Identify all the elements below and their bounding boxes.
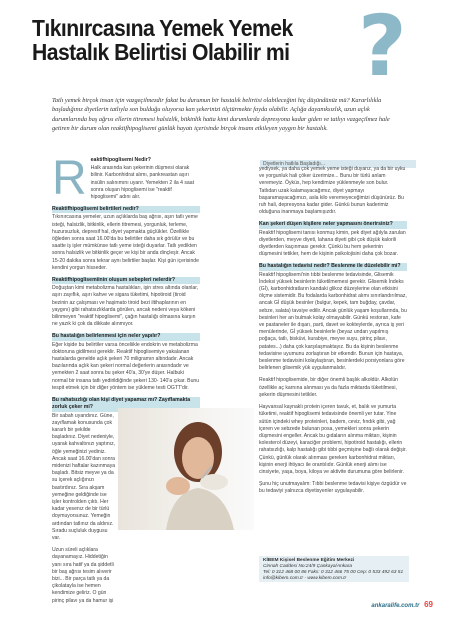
right-column — [259, 166, 407, 501]
contact-box — [259, 556, 409, 582]
question-mark-graphic: ? — [358, 0, 407, 95]
section-heading: Bu rahatsızlığı olan kişi diyet yapamaz mı? Zayıflamakta zorluk çeker mi? — [52, 397, 200, 411]
title-line-1: Tıkınırcasına Yemek Yemek — [32, 15, 293, 41]
body-paragraph: Reaktif hipoglisemi'nin tıbbi beslenme tedavisinde, Glisemik İndeksi yüksek besinlerin tüketilmemesi gerekir. Glisemik İndeks (Gİ), karbonhidratların kandaki glikoz düzeylerine olan etkisini ölçme sistemidir. Bu fodalarda karbonhidrat alımı sınırlandırılmaz, ancak Gİ düşük besinler (bulgur, kepek, tam buğday, çavdar, sebze, salata) tavsiye edilir. Ancak günlük yaşam koşullarında, bu besinleri her an bulmak kolay olmayabilir. Günkü restoran, kafe ve pastaneler ile dışarı, parti, davet ve kokteylerde, ayrıca iş yeri menülerinde, Gİ yüksek besinlerle (beyaz undan yapılmış poğaça, tatlı, bisküvi, kurabiye, meyve suyu, pirinç pilavı, patates...) daha çok karşılaşmaktayız. Bu da kişinin beslenme tedavisine uyumunu zorlaştıran bir etkendir. Bunun için hastaya, beslenme tedavisini kolaylaştıran, besinlerdeki porsiyonlara göre belirlenen glisemik yük uygulanmalıdır. — [259, 271, 407, 372]
woman-eating-dessert-photo — [118, 408, 254, 530]
photo-illustration — [118, 408, 254, 530]
contact-box-title: KİBEM Kişisel Beslenme Eğitim Merkezi — [263, 558, 355, 563]
section-heading: Reaktifhipoglisemi belirtileri nedir? — [52, 206, 200, 213]
section-heading: Kan şekeri düşen kişilere neler yapmasını önerirsiniz? — [259, 221, 407, 228]
body-paragraph: Eğer kişide bu belirtiler varsa önceliikle endokrin ve metabolizma doktoruna gidilmesi gereklir. Reaktif hipoglisemiye yakalanan hastalarda genelde açlık şekeri 70 miligramın altındadır. Ancak bazılarında açlık kan şekeri normal değerlerin arasındadır ve yemekten 2 saat sonra bu şeker 40'a, 30'ye düşer. Halbuki normal bir insana tatlı yedirildiğinde şekeri 130- 140'a çıkar. Bunu tespit etmek için bir diğer yöntem ise yükleme testi OGTT'dir. — [52, 341, 200, 391]
drop-cap: R — [52, 152, 87, 205]
left-column — [52, 152, 200, 610]
contact-address: Cinnah Caddesi No:24/9 Çankaya/Ankara — [263, 564, 353, 569]
body-paragraph: Hayvansal kaynaklı protein içeren tavuk, et, balık ve yumurta tüketimi, reaktif hipoglisemi tedavisinde önemli yer tutar. Yine sütün içindeki whey proteinleri, badem, ceviz, fındık gibi, yağ içeren ve sebzede bulunan posa, yemekleri sonra şekerin düşmesini engeller. Ancak bu gıdaların alınma miktarı, kişinin kolesterol düzeyi, karaciğer problemi, hipotiroid hastalığı, ellerin rahatsızlığı, kalp hastalığı gibi tıbbi geçmişine bağlı olarak değişir. Çünkü, günlük olarak alınması gereken karbonhidrat miktarı, kişinin enerji ihtiyacı ile orantılıdır. Günlük enerji alımı ise cinsiyete, yaşa, boya, kiloya ve aktivite durumuna göre belirlenir. — [259, 404, 407, 475]
page-number: 69 — [424, 600, 433, 609]
body-paragraph: Bir sabah uyandınız. Güne, zayıflamak konusunda çok kararlı bir şekilde başladınız. Diyet nedeniyle, uyarak kahvaltınızı yaptınız, öğle yemeğinizi yediniz. Ancak saat 16.00'dan sonra midenizi haftalar kazınmaya başladı. Bitsiz meyve ya da su içerek açlığınızı bastırdınız. Sıra akşam yemeğine geldiğinde ise işler kontrolden çıktı. Her kadar yesenız de bir türlü doymuyorsunuz. Yemeğin ardından tatlınız da aldınız. Sıradu suçluluk duygusu var. — [52, 412, 116, 541]
photo-caption: Diyetlerin hatlıla Başladığı... — [260, 160, 416, 168]
contact-phone: Tel: 0 312 468 00 86 Faks: 0 312 466 75 00 Cep: 0 533 492 63 51 — [263, 570, 404, 575]
body-paragraph: Reaktif hipoglisemide, bir diğer önemli başlık alkoldür. Alkolün özellikle aç karnına alınması ya da fazla miktarda tüketilmesi, şekerin düşmesini tetikler. — [259, 377, 399, 398]
body-paragraph: Doğuştan kimi metabolizma hastalıkları, işin stres altında olanlar, aşırı zayıflık, aşırı kahve ve sigara tüketimi, hipotiroid (tiroid bezinin az çalışması ve haşimato tiroid bezi iltihaplarının en yaygını) gibi rahatsızlıklarda görülen, ancak nedeni veya kökeni bilinmeyen "reaktif hipoglisemi", çağın hastalığı olmasına karşın ne yazık ki çok da dikkate alınmıyor. — [52, 285, 199, 328]
body-paragraph: Tıkınırcasına yemeler, uzun açlıklarda baş ağrısı, aşırı tatlı yeme isteği, halsizlik, bitkinlik, ellerin titremesi, yorgunluk, terleme, huzursuzluk, depresif hal, diyet yapmakta güçlükler. Özellikle öğleden sonra saat 16.00'da bu belirtiler daha sık görülür ve bu saatte iş işler mümkünse tatlı yeme isteği duyarlar. Tatlı yedikten sonra halsizlik ve bitkinlik geçer ve kişi bir anda dinçleşir. Ancak 15-20 dakika sonra tekrar aynı belirtiler başlar. Kişi gün içerisinde kendini yorgun hisseder. — [52, 214, 199, 271]
title-line-2: Hastalık Belirtisi Olabilir mi — [32, 39, 290, 65]
article-title — [32, 16, 354, 64]
section-heading: Bu hastalığın belirlenmesi için neler yapılır? — [52, 333, 200, 340]
body-paragraph: Şunu hiç unutmayalım: Tıbbi beslenme tedavisi kişiye özgüdür ve bu tedaviyi yalnızca diyetisyenler uygulayabilir. — [259, 481, 407, 495]
body-paragraph: Reaktif hipoglisemi tanısı konmuş kimin, pek diyet ağılyla zarulan diyetlerden, meyve diyeti, lahana diyeti gibi çok düşük kalorili diyetlerden kaçınması gerekir. Çünkü bu hem şekerinin düşmesini tetikler, hem de kişinin psikolojisini daha çok bozar. — [259, 229, 406, 258]
article-lead: Tatlı yemek birçok insan için vazgeçilmezdir fakat bu durumun bir hastalık belirtisi olabileceğini hiç düşündünüz mü? Kararlılıkla başladığınız diyetlerin tatlıyla son bulduğu oluyorsa kan şekerinizi ölçtürmekte fayda olabilir. Açlığa dayanıksızlık, uzun açlık durumlarında baş ağrısı ellerin titremesi halsizlik, bitkinlik hatta kimi durumlarda depresyona kadar giden ve tatlıyı vazgeçilmez hale getiren bir durum olan reaktifhipoglisemi günlük hayatı içerisinde birçok insanı etkileyen yaygın bir hastalık. — [52, 97, 390, 132]
contact-web: info@kibem.com.tr - www.kibem.com.tr — [263, 576, 347, 581]
section-heading: eaktifhipoglisemi Nedir? — [90, 157, 151, 163]
body-paragraph: Halk arasında kan şekerinin düşmesi olarak bilinir. Karbonhidrat alımı, pankreastan aşırı insülin salınımını uyarır. Yemekten 2 ila 4 saat sonra oluşan hipoglisemi ise "reaktif hipoglisemi" adını alır. — [90, 165, 195, 201]
body-paragraph: Uzun süreli açlıklara dayanamayız. Hiddetiğin yanı sıra hatif ya da şiddetli bir baş ağrısı tesim alıverir bizi... Bir parça tatlı ya da çikolatayla ise hemen kendimize geliriz. O gün pirinç pilavı ya da hamur işi — [52, 547, 114, 604]
magazine-name: ankaralife.com.tr — [371, 603, 420, 609]
page-footer — [371, 600, 433, 609]
body-paragraph: yediysek, ya daha çok yemek yeme isteği duyarız, ya da bir uyku ve yorgunluk hali çöker üzerimize... Bunu bir türlü anlam veremeyiz. Öyküs, hep kendimize yüklenmeyle son bulur. Tatlıdan uzak kalamayacağımız, diyet yapmayı başaramayacağımızı, asla kilo veremeyeceğimizi düşünürüz. Bu ruh hali, depresyona kadar gider. Günkü bunun kaderimiz olduğuna inanmaya başlamışızdır. — [259, 166, 406, 216]
section-heading: Bu hastalığın tedavisi nedir? Beslenme ile düzelebilir mi? — [259, 263, 407, 270]
section-heading: Reaktifhipoglisemiinin oluşum sebepleri nelerdir? — [52, 277, 200, 284]
